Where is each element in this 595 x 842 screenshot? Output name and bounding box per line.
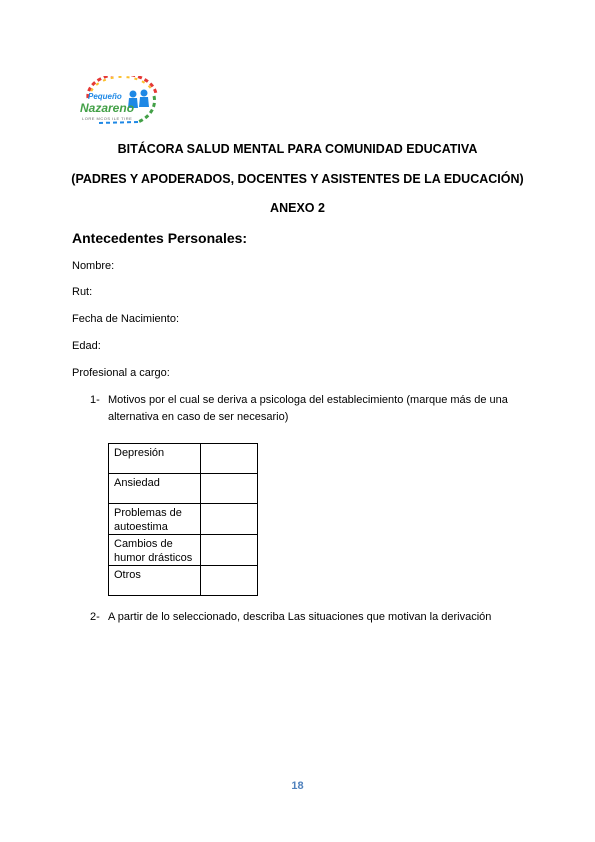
field-profesional: Profesional a cargo: (72, 367, 170, 379)
question-2-number: 2- (90, 611, 100, 623)
table-row (109, 566, 258, 596)
table-row (109, 444, 258, 474)
table-row (109, 535, 258, 566)
option-label: Otros (109, 566, 201, 596)
option-label: Depresión (109, 444, 201, 474)
logo-tagline: LORE MCOS ILE TIRE (82, 116, 133, 121)
section-heading: Antecedentes Personales: (72, 230, 248, 246)
field-edad: Edad: (72, 340, 101, 352)
document-subtitle: (PADRES Y APODERADOS, DOCENTES Y ASISTENTES DE LA EDUCACIÓN) (71, 172, 524, 186)
page-number: 18 (291, 780, 304, 792)
field-rut: Rut: (72, 286, 93, 298)
table-row (109, 504, 258, 535)
table-row (109, 474, 258, 504)
option-checkbox-cell[interactable] (201, 474, 258, 504)
option-checkbox-cell[interactable] (201, 504, 258, 535)
logo-text-pequeno: Pequeño (88, 92, 122, 101)
option-checkbox-cell[interactable] (201, 566, 258, 596)
option-label: Ansiedad (109, 474, 201, 504)
question-2-text: A partir de lo seleccionado, describa Las situaciones que motivan la derivación (108, 611, 492, 623)
field-nombre: Nombre: (72, 260, 115, 272)
question-1-text: Motivos por el cual se deriva a psicologa del establecimiento (marque más de una alternativa en caso de ser necesario) (108, 394, 508, 423)
question-1-number: 1- (90, 394, 100, 406)
logo-text-nazareno: Nazareno (80, 101, 135, 115)
option-label: Cambios de humor drásticos (109, 535, 201, 566)
option-label: Problemas de autoestima (109, 504, 201, 535)
document-title: BITÁCORA SALUD MENTAL PARA COMUNIDAD EDUCATIVA (117, 142, 478, 156)
school-logo (78, 76, 162, 126)
annex-label: ANEXO 2 (270, 201, 325, 215)
option-checkbox-cell[interactable] (201, 444, 258, 474)
field-fecha-nacimiento: Fecha de Nacimiento: (72, 313, 179, 325)
options-table (108, 443, 258, 596)
option-checkbox-cell[interactable] (201, 535, 258, 566)
